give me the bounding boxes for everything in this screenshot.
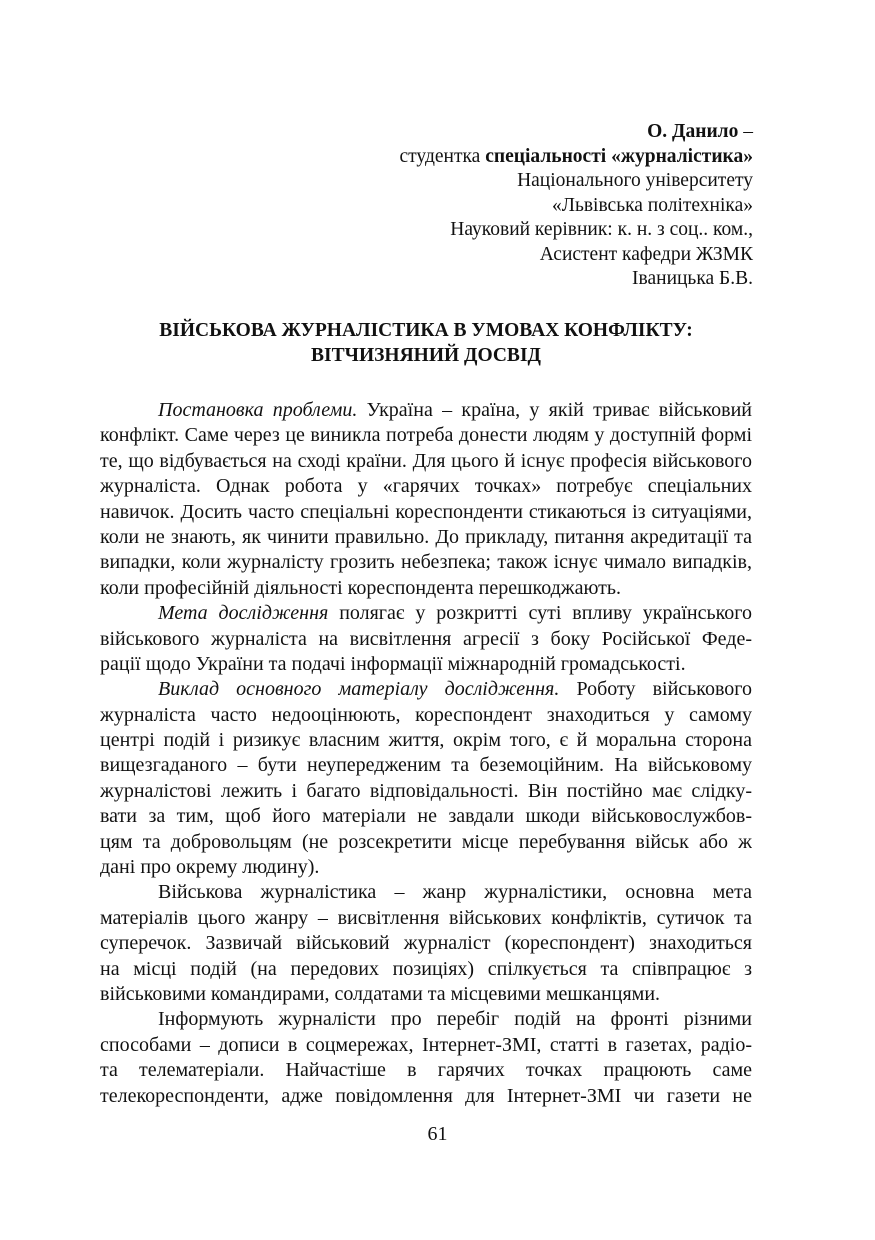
article-title	[100, 318, 752, 368]
text-line: навичок. Досить часто спеціальні кореспонденти стикаються із ситуаціями,	[100, 500, 752, 523]
paragraph-main-material	[100, 677, 752, 880]
page-number: 61	[427, 1123, 448, 1145]
text-line	[100, 601, 752, 626]
paragraph-problem-statement	[100, 398, 752, 601]
text-line: та телематеріали. Найчастіше в гарячих точках працюють саме	[100, 1059, 752, 1082]
author-specialty: спеціальності «журналістика»	[485, 145, 753, 167]
text-line: журналістові лежить і багато відповідальності. Він постійно має слідку-	[100, 779, 752, 802]
supervisor-line-2: Асистент кафедри ЖЗМК	[539, 243, 753, 265]
text-line	[100, 677, 752, 702]
section-lead: Виклад основного матеріалу дослідження.	[158, 678, 560, 701]
text-line: Інформують журналісти про перебіг подій на фронті різними	[158, 1008, 752, 1031]
text-line: рації щодо України та подачі інформації міжнародній громадськості.	[100, 652, 686, 675]
text-line: Військова журналістика – жанр журналістики, основна мета	[158, 881, 752, 904]
author-position-line	[400, 145, 753, 170]
text-line: журналіста. Однак робота у «гарячих точках» потребує спеціальних	[100, 475, 752, 498]
text-line: суперечок. Зазвичай військовий журналіст (кореспондент) знаходиться	[100, 932, 752, 955]
section-lead: Мета дослідження	[158, 602, 329, 625]
author-name-line	[400, 120, 753, 145]
text-line: випадки, коли журналісту грозить небезпека; також існує чимало випадків,	[100, 551, 752, 574]
author-name: О. Данило	[647, 121, 739, 142]
paragraph-research-goal	[100, 601, 752, 677]
university-line-1: Національного університету	[517, 170, 753, 191]
text-line: коли професійній діяльності кореспондента перешкоджають.	[100, 576, 622, 599]
text-line: цям та добровольцям (не розсекретити місце перебування військ або ж	[100, 830, 752, 853]
university-line-2: «Львівська політехніка»	[551, 194, 753, 216]
text-line: центрі подій і ризикує власним життя, окрім того, є й моральна сторона	[100, 729, 752, 752]
text-line: військовими командирами, солдатами та місцевими мешканцями.	[100, 982, 661, 1005]
section-lead: Постановка проблеми.	[158, 399, 358, 421]
author-dash: –	[738, 121, 753, 142]
text-line: дані про окрему людину).	[100, 856, 320, 879]
text-run: Роботу військового	[559, 678, 752, 701]
text-line: матеріалів цього жанру – висвітлення військових конфліктів, сутичок та	[100, 906, 752, 929]
text-line: вищезгаданого – бути неупередженим та беземоційним. На військовому	[100, 754, 752, 777]
text-line: телекореспонденти, адже повідомлення для Інтернет-ЗМІ чи газети не	[100, 1084, 752, 1107]
text-line: журналіста часто недооцінюють, кореспондент знаходиться у самому	[100, 703, 752, 726]
text-line: коли не знають, як чинити правильно. До прикладу, питання акредитації та	[100, 525, 752, 548]
text-line: способами – дописи в соцмережах, Інтернет-ЗМІ, статті в газетах, радіо-	[100, 1033, 752, 1056]
supervisor-name: Іваницька Б.В.	[632, 268, 753, 289]
title-line-1: ВІЙСЬКОВА ЖУРНАЛІСТИКА В УМОВАХ КОНФЛІКТУ:	[159, 320, 693, 341]
text-line: те, що відбувається на сході країни. Для цього й існує професія військового	[100, 449, 752, 472]
text-line: військового журналіста на висвітлення агресії з боку Російської Феде-	[100, 627, 752, 650]
text-run: полягає у розкритті суті впливу українського	[328, 602, 752, 625]
text-line: на місці подій (на передових позиціях) спілкується та співпрацює з	[100, 957, 752, 980]
author-info	[400, 120, 753, 292]
text-line: вати за тим, щоб його матеріали не завдали шкоди військовослужбов-	[100, 805, 752, 828]
text-line: конфлікт. Саме через це виникла потреба донести людям у доступній формі	[100, 424, 752, 447]
supervisor-line-1: Науковий керівник: к. н. з соц.. ком.,	[450, 219, 753, 240]
paragraph-reporting-channels	[100, 1007, 752, 1109]
title-line-2: ВІТЧИЗНЯНИЙ ДОСВІД	[311, 345, 541, 366]
text-run: Україна – країна, у якій триває військовий	[357, 399, 752, 421]
text-line	[100, 398, 752, 423]
paragraph-military-journalism	[100, 880, 752, 1007]
author-position: студентка	[399, 145, 486, 167]
article-body	[100, 398, 752, 1109]
